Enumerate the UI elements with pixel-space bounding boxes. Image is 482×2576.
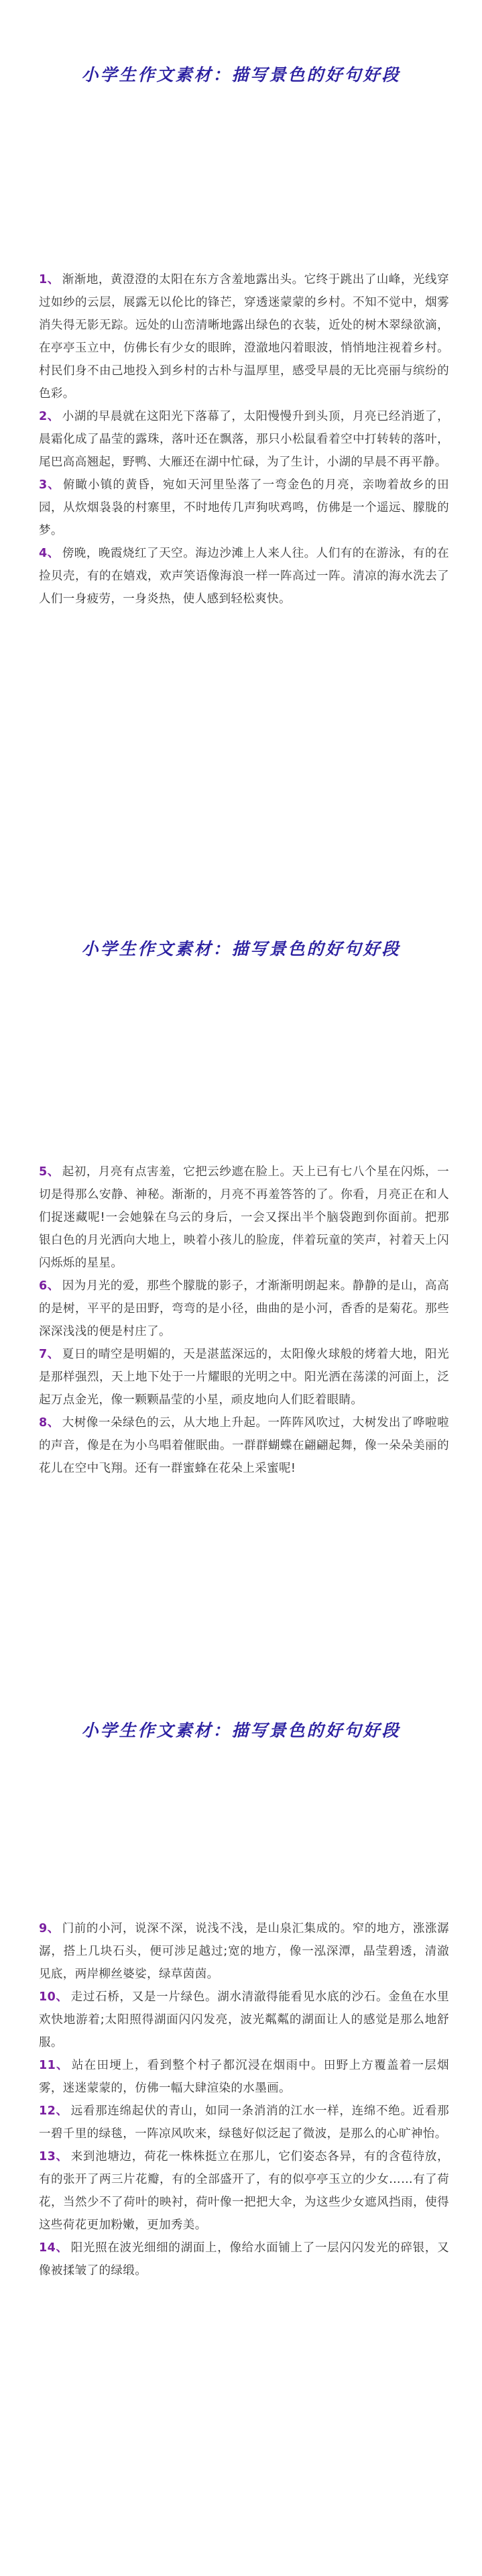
paragraph-text: 来到池塘边，荷花一株株挺立在那儿，它们姿态各异，有的含苞待放，有的张开了两三片花瓣，有的全部盛开了，有的似亭亭玉立的少女……有了荷花，当然少不了荷叶的映衬，荷叶像一把把大伞，为这些少女遮风挡雨，使得这些荷花更加粉嫩，更加秀美。 — [39, 2150, 449, 2232]
paragraph-number: 12、 — [39, 2104, 68, 2118]
paragraph-number: 13、 — [39, 2150, 68, 2163]
paragraph-text: 起初，月亮有点害羞，它把云纱遮在脸上。天上已有七八个星在闪烁，一切是得那么安静、神秘。渐渐的，月亮不再羞答答的了。你看，月亮正在和人们捉迷藏呢!一会她躲在乌云的身后，一会又探出半个脑袋跑到你面前。把那银白色的月光洒向大地上，映着小孩儿的脸庞，伴着玩童的笑声，衬着天上闪闪烁烁的星星。 — [39, 1165, 449, 1270]
paragraph — [39, 2054, 449, 2100]
paragraph-text: 远看那连绵起伏的青山，如同一条消消的江水一样，连绵不绝。近看那一碧千里的绿毯，一阵凉风吹来，绿毯好似泛起了微波，是那么的心旷神怡。 — [39, 2104, 449, 2141]
paragraph — [39, 1986, 449, 2054]
paragraph-text: 门前的小河，说深不深，说浅不浅，是山泉汇集成的。窄的地方，涨涨潺潺，搭上几块石头，便可涉足越过;宽的地方，像一泓深潭，晶莹碧透，清澈见底，两岸柳丝婆娑，绿草茵茵。 — [39, 1922, 449, 1981]
paragraph — [39, 1343, 449, 1411]
paragraph — [39, 2237, 449, 2282]
paragraph-number: 6、 — [39, 1279, 60, 1293]
section-1 — [0, 62, 482, 86]
paragraph — [39, 2100, 449, 2145]
section-3-paragraphs — [39, 1917, 449, 2282]
section-2-paragraphs — [39, 1161, 449, 1480]
paragraph-number: 7、 — [39, 1348, 60, 1361]
section-title: 小学生作文素材：描写景色的好句好段 — [81, 65, 401, 85]
paragraph — [39, 405, 449, 474]
paragraph-text: 站在田埂上，看到整个村子都沉浸在烟雨中。田野上方覆盖着一层烟雾，迷迷蒙蒙的，仿佛一幅大肆渲染的水墨画。 — [39, 2059, 449, 2095]
paragraph-text: 傍晚，晚霞烧红了天空。海边沙滩上人来人往。人们有的在游泳，有的在捡贝壳，有的在嬉戏，欢声笑语像海浪一样一阵高过一阵。清凉的海水洗去了人们一身疲劳，一身炎热，使人感到轻松爽快。 — [39, 547, 449, 606]
paragraph-text: 大树像一朵绿色的云，从大地上升起。一阵阵风吹过，大树发出了哗啦啦的声音，像是在为小鸟唱着催眠曲。一群群蝴蝶在翩翩起舞，像一朵朵美丽的花儿在空中飞翔。还有一群蜜蜂在花朵上采蜜呢! — [39, 1416, 449, 1475]
paragraph-number: 5、 — [39, 1165, 60, 1179]
paragraph-text: 阳光照在波光细细的湖面上，像给水面铺上了一层闪闪发光的碎银，又像被揉皱了的绿缎。 — [39, 2241, 449, 2277]
paragraph-number: 9、 — [39, 1922, 60, 1935]
paragraph-text: 夏日的晴空是明媚的，天是湛蓝深远的，太阳像火球般的烤着大地，阳光是那样强烈，天上地下处于一片耀眼的光明之中。阳光洒在荡漾的河面上，泛起万点金光，像一颗颗晶莹的小星，顽皮地向人们眨着眼睛。 — [39, 1348, 449, 1407]
section-title: 小学生作文素材：描写景色的好句好段 — [81, 1721, 401, 1740]
paragraph-number: 1、 — [39, 273, 60, 286]
paragraph-number: 14、 — [39, 2241, 68, 2255]
paragraph — [39, 1275, 449, 1343]
paragraph-number: 2、 — [39, 410, 60, 423]
paragraph-number: 8、 — [39, 1416, 60, 1430]
paragraph — [39, 1161, 449, 1275]
paragraph-text: 俯瞰小镇的黄昏，宛如天河里坠落了一弯金色的月亮，亲吻着故乡的田园，从炊烟袅袅的村寨里，不时地传几声狗吠鸡鸣，仿佛是一个遥远、朦胧的梦。 — [39, 478, 449, 537]
paragraph — [39, 474, 449, 542]
paragraph-text: 小湖的早晨就在这阳光下落幕了，太阳慢慢升到头顶，月亮已经消逝了，晨霜化成了晶莹的露珠，落叶还在飘落，那只小松鼠看着空中打转转的落叶，尾巴高高翘起，野鸭、大雁还在湖中忙碌，为了生计，小湖的早晨不再平静。 — [39, 410, 449, 469]
paragraph-number: 11、 — [39, 2059, 69, 2072]
paragraph — [39, 542, 449, 610]
section-title: 小学生作文素材：描写景色的好句好段 — [81, 939, 401, 959]
paragraph — [39, 1411, 449, 1480]
paragraph-text: 因为月光的爱，那些个朦胧的影子，才渐渐明朗起来。静静的是山，高高的是树，平平的是田野，弯弯的是小径，曲曲的是小河，香香的是菊花。那些深深浅浅的便是村庄了。 — [39, 1279, 449, 1338]
paragraph — [39, 268, 449, 405]
paragraph-number: 4、 — [39, 547, 60, 560]
paragraph-text: 走过石桥，又是一片绿色。湖水清澈得能看见水底的沙石。金鱼在水里欢快地游着;太阳照得湖面闪闪发亮，波光粼粼的湖面让人的感觉是那么地舒服。 — [39, 1990, 449, 2049]
paragraph-text: 渐渐地，黄澄澄的太阳在东方含羞地露出头。它终于跳出了山峰，光线穿过如纱的云层，展露无以伦比的锋芒，穿透迷蒙蒙的乡村。不知不觉中，烟雾消失得无影无踪。远处的山峦清晰地露出绿色的衣装，近处的树木翠绿欲滴，在亭亭玉立中，仿佛长有少女的眼眸，澄澈地闪着眼波，悄悄地注视着乡村。村民们身不由己地投入到乡村的古朴与温厚里，感受早晨的无比亮丽与缤纷的色彩。 — [39, 273, 449, 400]
section-2 — [0, 936, 482, 960]
section-1-paragraphs — [39, 268, 449, 610]
paragraph — [39, 2145, 449, 2237]
paragraph — [39, 1917, 449, 1986]
section-3 — [0, 1717, 482, 1741]
paragraph-number: 10、 — [39, 1990, 68, 2004]
paragraph-number: 3、 — [39, 478, 60, 492]
